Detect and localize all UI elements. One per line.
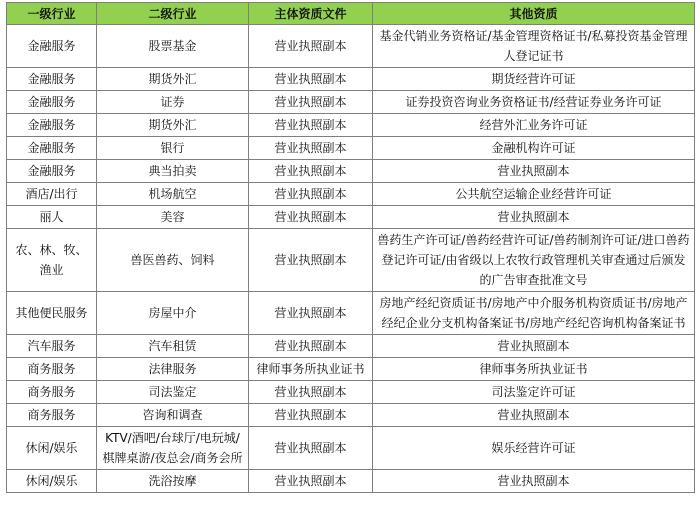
cell-other: 兽药生产许可证/兽药经营许可证/兽药制剂许可证/进口兽药登记许可证/由省级以上农牧行政管理机关审查通过后颁发的广告审查批准文号 — [373, 229, 695, 292]
cell-other: 期货经营许可证 — [373, 68, 695, 91]
cell-other: 公共航空运输企业经营许可证 — [373, 183, 695, 206]
table-row — [7, 427, 695, 470]
cell-level2: KTV/酒吧/台球厅/电玩城/棋牌桌游/夜总会/商务会所 — [97, 427, 249, 470]
cell-level1: 休闲/娱乐 — [7, 427, 97, 470]
cell-level2: 期货外汇 — [97, 114, 249, 137]
table-row — [7, 358, 695, 381]
cell-main-doc: 营业执照副本 — [249, 183, 373, 206]
cell-main-doc: 营业执照副本 — [249, 206, 373, 229]
cell-level2: 汽车租赁 — [97, 335, 249, 358]
table-row — [7, 91, 695, 114]
cell-main-doc: 营业执照副本 — [249, 229, 373, 292]
cell-main-doc: 营业执照副本 — [249, 427, 373, 470]
table-row — [7, 335, 695, 358]
cell-level2: 咨询和调查 — [97, 404, 249, 427]
cell-level1: 休闲/娱乐 — [7, 470, 97, 493]
qualification-table-container — [6, 2, 694, 493]
table-row — [7, 68, 695, 91]
cell-level2: 典当拍卖 — [97, 160, 249, 183]
cell-other: 娱乐经营许可证 — [373, 427, 695, 470]
cell-level2: 期货外汇 — [97, 68, 249, 91]
cell-main-doc: 营业执照副本 — [249, 160, 373, 183]
cell-main-doc: 营业执照副本 — [249, 292, 373, 335]
cell-level1: 丽人 — [7, 206, 97, 229]
cell-level2: 股票基金 — [97, 25, 249, 68]
cell-level1: 农、林、牧、渔业 — [7, 229, 97, 292]
cell-main-doc: 营业执照副本 — [249, 68, 373, 91]
cell-level2: 机场航空 — [97, 183, 249, 206]
cell-main-doc: 营业执照副本 — [249, 25, 373, 68]
table-row — [7, 183, 695, 206]
cell-level1: 酒店/出行 — [7, 183, 97, 206]
cell-level2: 洗浴按摩 — [97, 470, 249, 493]
cell-level1: 商务服务 — [7, 381, 97, 404]
cell-other: 营业执照副本 — [373, 206, 695, 229]
header-level1: 一级行业 — [7, 3, 97, 25]
table-row — [7, 160, 695, 183]
cell-other: 营业执照副本 — [373, 470, 695, 493]
table-row — [7, 25, 695, 68]
cell-level1: 商务服务 — [7, 358, 97, 381]
cell-main-doc: 营业执照副本 — [249, 404, 373, 427]
cell-level2: 司法鉴定 — [97, 381, 249, 404]
cell-other: 律师事务所执业证书 — [373, 358, 695, 381]
cell-level1: 金融服务 — [7, 160, 97, 183]
cell-level2: 兽医兽药、饲料 — [97, 229, 249, 292]
cell-main-doc: 营业执照副本 — [249, 381, 373, 404]
cell-level1: 金融服务 — [7, 91, 97, 114]
cell-other: 基金代销业务资格证/基金管理资格证书/私募投资基金管理人登记证书 — [373, 25, 695, 68]
cell-other: 营业执照副本 — [373, 335, 695, 358]
table-row — [7, 229, 695, 292]
cell-other: 房地产经纪资质证书/房地产中介服务机构资质证书/房地产经纪企业分支机构备案证书/房地产经纪咨询机构备案证书 — [373, 292, 695, 335]
cell-main-doc: 律师事务所执业证书 — [249, 358, 373, 381]
cell-level2: 美容 — [97, 206, 249, 229]
table-row — [7, 206, 695, 229]
table-row — [7, 404, 695, 427]
cell-level2: 房屋中介 — [97, 292, 249, 335]
cell-level1: 其他便民服务 — [7, 292, 97, 335]
qualification-table — [6, 2, 695, 493]
cell-level2: 银行 — [97, 137, 249, 160]
table-row — [7, 292, 695, 335]
cell-level1: 金融服务 — [7, 68, 97, 91]
cell-main-doc: 营业执照副本 — [249, 91, 373, 114]
table-row — [7, 470, 695, 493]
cell-level2: 法律服务 — [97, 358, 249, 381]
table-row — [7, 381, 695, 404]
cell-level1: 商务服务 — [7, 404, 97, 427]
cell-level1: 金融服务 — [7, 114, 97, 137]
cell-other: 证券投资咨询业务资格证书/经营证券业务许可证 — [373, 91, 695, 114]
cell-level1: 金融服务 — [7, 137, 97, 160]
cell-other: 金融机构许可证 — [373, 137, 695, 160]
cell-main-doc: 营业执照副本 — [249, 470, 373, 493]
table-header-row — [7, 3, 695, 25]
table-row — [7, 114, 695, 137]
cell-main-doc: 营业执照副本 — [249, 335, 373, 358]
cell-level2: 证券 — [97, 91, 249, 114]
header-main-doc: 主体资质文件 — [249, 3, 373, 25]
header-other: 其他资质 — [373, 3, 695, 25]
cell-main-doc: 营业执照副本 — [249, 114, 373, 137]
cell-level1: 汽车服务 — [7, 335, 97, 358]
header-level2: 二级行业 — [97, 3, 249, 25]
cell-other: 经营外汇业务许可证 — [373, 114, 695, 137]
cell-other: 营业执照副本 — [373, 404, 695, 427]
table-row — [7, 137, 695, 160]
cell-level1: 金融服务 — [7, 25, 97, 68]
cell-other: 营业执照副本 — [373, 160, 695, 183]
cell-main-doc: 营业执照副本 — [249, 137, 373, 160]
cell-other: 司法鉴定许可证 — [373, 381, 695, 404]
